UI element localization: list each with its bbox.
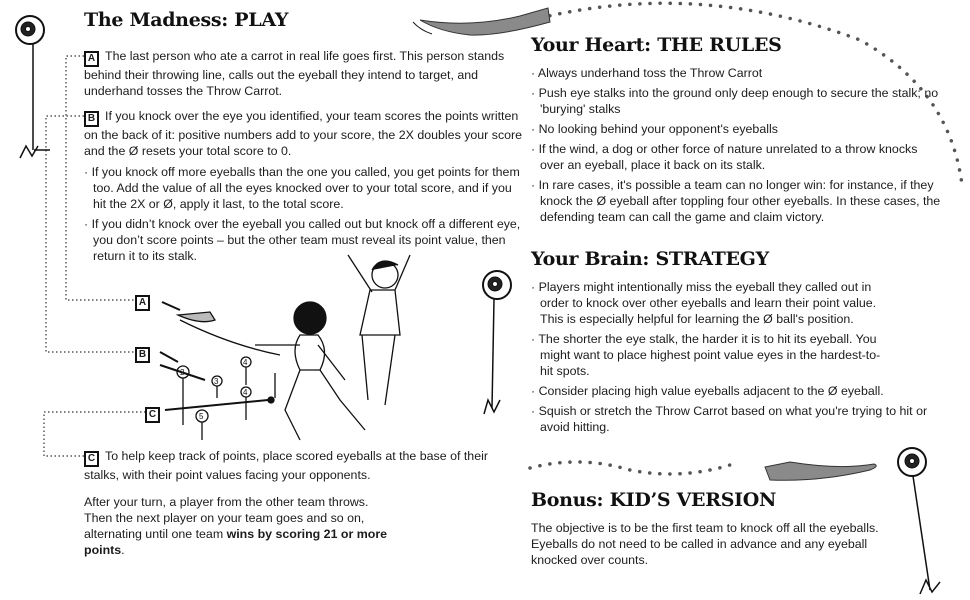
carrot-icon [413,8,550,35]
step-b [84,108,524,268]
play-title: The Madness: PLAY [84,9,289,31]
illustration-label-a: A [135,292,156,311]
eyeball-icon [483,271,511,414]
step-a-text: The last person who ate a carrot in real life goes first. This person stands behind their throwing line, calls out the eyeball they intend to target, and underhand tosses the Throw Carrot. [84,49,505,98]
eyeball-values [180,358,248,421]
eyeball-icon [16,16,50,158]
step-b-bullet: · If you didn’t knock over the eyeball you called out but knock off a different eye, you don’t score points – but the other team must reveal its point value, then return it to its stalk. [84,216,524,264]
eyeball-value: 4 [243,388,248,397]
strategy-list [531,279,928,439]
rule-item: · If the wind, a dog or other force of nature unrelated to a throw knocks over an eyeball, place it back on its stalk. [531,141,941,173]
step-b-text: If you knock over the eye you identified, your team scores the points written on the back of it: positive numbers add to your score, the 2X doubles your score and the Ø resets your total score to 0. [84,109,523,158]
eyeball-value: 3 [214,377,219,386]
win-condition: wins by scoring 21 or more points [84,527,388,557]
strategy-item: · Players might intentionally miss the eyeball they called out in order to knock over other eyeballs and learn their point value. This is especially helpful for learning the Ø ball's position. [531,279,891,327]
rule-item: · In rare cases, it's possible a team can no longer win: for instance, if they knock the Ø eyeball after toppling four other eyeballs. In these cases, the defending team can call the game and claim victory. [531,177,941,225]
step-c: C To help keep track of points, place scored eyeballs at the base of their stalks, with their point values facing your opponents. After your turn, a player from the other team throws. Then the next player on your team goes and so on, alternating until one team wins by scoring 21 or more points. [84,449,488,557]
step-a-label: A [84,51,99,67]
eyeball-value: 2 [180,368,185,377]
rules-list [531,65,941,229]
bonus-text: The objective is to be the first team to knock off all the eyeballs. Eyeballs do not need to be called in advance and any eyeball knocked over counts. [531,521,879,567]
bonus-title: Bonus: KID’S VERSION [531,489,777,511]
illustration-label-b: B [135,344,156,363]
after-turn-text: After your turn, a player from the other team throws. Then the next player on your team goes and so on, alternating until one team [84,495,369,541]
step-c-label: C [84,451,99,467]
rules-title: Your Heart: THE RULES [531,34,782,56]
strategy-item: · Squish or stretch the Throw Carrot based on what you're trying to hit or avoid hitting. [531,403,950,435]
rule-item: · Push eye stalks into the ground only deep enough to secure the stalk; no 'burying' stalks [531,85,941,117]
eyeball-value: 4 [243,358,248,367]
carrot-icon [765,462,876,480]
rule-item: · Always underhand toss the Throw Carrot [531,65,941,81]
strategy-item: · Consider placing high value eyeballs adjacent to the Ø eyeball. [531,383,960,399]
step-a [84,48,524,104]
throw-illustration [160,255,410,440]
step-c-text: To help keep track of points, place scored eyeballs at the base of their stalks, with their point values facing your opponents. [84,449,488,482]
step-b-bullet: · If you knock off more eyeballs than the one you called, you get points for them too. Add the value of all the eyes knocked over to your total score, and if you hit the 2X or Ø, apply it last, to the total score. [84,164,524,212]
rule-item: · No looking behind your opponent's eyeballs [531,121,941,137]
strategy-title: Your Brain: STRATEGY [531,248,769,270]
eyeball-value: 5 [199,412,204,421]
strategy-item: · The shorter the eye stalk, the harder it is to hit its eyeball. You might want to place highest point value eyes in the hardest-to-hit spots. [531,331,891,379]
step-b-label: B [84,111,99,127]
eyeball-icon [898,448,940,594]
illustration-label-c: C [145,404,166,423]
